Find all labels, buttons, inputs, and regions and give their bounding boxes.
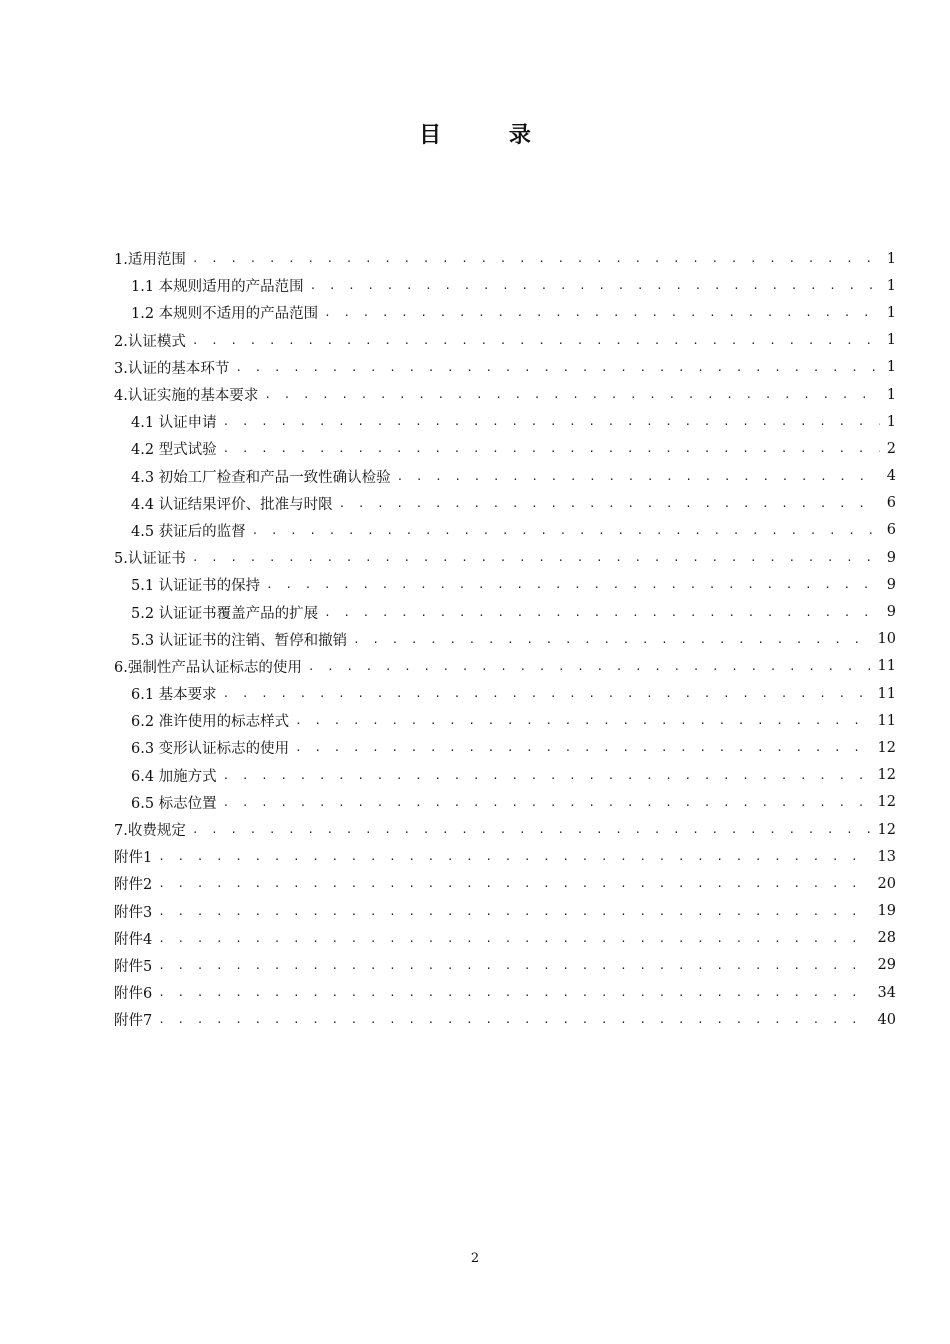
toc-entry-title: 附件4	[114, 931, 153, 948]
page-number: 2	[470, 1251, 480, 1266]
toc-entry[interactable]	[114, 762, 896, 789]
toc-entry-title: 3.认证的基本环节	[114, 360, 230, 377]
toc-entry-page: 10	[877, 631, 896, 648]
toc-entry-title: 4.5 获证后的监督	[131, 523, 246, 540]
toc-entry[interactable]	[114, 517, 896, 544]
toc-entry-page: 12	[877, 821, 896, 838]
table-of-contents	[114, 245, 896, 1033]
toc-entry-title: 5.认证证书	[114, 551, 186, 568]
toc-dot-leader	[223, 687, 872, 700]
toc-entry[interactable]	[114, 843, 896, 870]
toc-entry-page: 12	[877, 767, 896, 784]
toc-entry[interactable]	[114, 571, 896, 598]
toc-entry-title: 1.适用范围	[114, 252, 186, 269]
toc-dot-leader	[295, 714, 871, 727]
toc-entry-page: 40	[877, 1011, 896, 1028]
toc-entry[interactable]	[114, 626, 896, 653]
toc-entry-page: 28	[877, 930, 896, 947]
toc-entry-page: 34	[877, 984, 896, 1001]
toc-entry-title: 4.2 型式试验	[131, 442, 217, 459]
toc-entry[interactable]	[114, 490, 896, 517]
toc-dot-leader	[192, 334, 880, 347]
page-title: 目 录	[419, 122, 561, 148]
toc-entry[interactable]	[114, 544, 896, 571]
toc-dot-leader	[158, 905, 871, 918]
toc-entry[interactable]	[114, 952, 896, 979]
toc-dot-leader	[158, 877, 871, 890]
toc-dot-leader	[310, 279, 880, 292]
toc-entry[interactable]	[114, 870, 896, 897]
toc-entry[interactable]	[114, 598, 896, 625]
toc-entry-page: 1	[886, 277, 896, 294]
toc-entry-title: 6.3 变形认证标志的使用	[131, 741, 290, 758]
toc-entry-page: 1	[886, 304, 896, 321]
toc-entry-page: 11	[877, 712, 896, 729]
toc-entry-title: 7.收费规定	[114, 823, 186, 840]
toc-dot-leader	[235, 361, 880, 374]
toc-dot-leader	[158, 986, 871, 999]
toc-dot-leader	[158, 850, 871, 863]
toc-entry[interactable]	[114, 925, 896, 952]
toc-dot-leader	[223, 769, 872, 782]
toc-entry-page: 29	[877, 957, 896, 974]
toc-dot-leader	[192, 823, 872, 836]
toc-entry-title: 2.认证模式	[114, 333, 186, 350]
toc-entry[interactable]	[114, 816, 896, 843]
toc-entry-title: 1.1 本规则适用的产品范围	[131, 279, 304, 296]
toc-entry-page: 6	[886, 495, 896, 512]
toc-entry-title: 4.认证实施的基本要求	[114, 388, 259, 405]
toc-dot-leader	[252, 524, 880, 537]
toc-dot-leader	[308, 660, 872, 673]
toc-entry[interactable]	[114, 245, 896, 272]
toc-entry[interactable]	[114, 408, 896, 435]
toc-entry-page: 11	[877, 685, 896, 702]
toc-entry-page: 1	[886, 332, 896, 349]
toc-entry-title: 6.2 准许使用的标志样式	[131, 714, 290, 731]
toc-entry-title: 5.1 认证证书的保持	[131, 578, 261, 595]
toc-entry[interactable]	[114, 272, 896, 299]
toc-entry-page: 19	[877, 903, 896, 920]
toc-dot-leader	[158, 932, 871, 945]
toc-dot-leader	[158, 1013, 871, 1026]
toc-entry[interactable]	[114, 435, 896, 462]
toc-entry-page: 2	[886, 440, 896, 457]
toc-entry[interactable]	[114, 327, 896, 354]
toc-entry[interactable]	[114, 299, 896, 326]
toc-entry[interactable]	[114, 653, 896, 680]
toc-dot-leader	[295, 741, 871, 754]
toc-entry-title: 附件1	[114, 850, 153, 867]
toc-entry-title: 附件6	[114, 986, 153, 1003]
toc-entry-title: 1.2 本规则不适用的产品范围	[131, 306, 319, 323]
toc-entry[interactable]	[114, 789, 896, 816]
toc-entry-title: 4.3 初始工厂检查和产品一致性确认检验	[131, 469, 391, 486]
toc-entry-title: 5.2 认证证书覆盖产品的扩展	[131, 605, 319, 622]
toc-entry-page: 12	[877, 739, 896, 756]
toc-entry-page: 1	[886, 386, 896, 403]
toc-entry-title: 4.4 认证结果评价、批准与时限	[131, 496, 333, 513]
toc-entry-title: 附件5	[114, 958, 153, 975]
toc-dot-leader	[397, 470, 880, 483]
toc-dot-leader	[324, 306, 880, 319]
toc-entry-page: 9	[886, 604, 896, 621]
toc-entry-page: 9	[886, 549, 896, 566]
toc-dot-leader	[339, 497, 880, 510]
toc-entry-page: 9	[886, 576, 896, 593]
toc-entry-page: 4	[886, 468, 896, 485]
toc-entry-page: 6	[886, 522, 896, 539]
toc-entry[interactable]	[114, 734, 896, 761]
toc-entry-title: 6.强制性产品认证标志的使用	[114, 659, 302, 676]
toc-entry-title: 5.3 认证证书的注销、暂停和撤销	[131, 632, 348, 649]
toc-entry-title: 4.1 认证申请	[131, 415, 217, 432]
toc-entry-page: 1	[886, 413, 896, 430]
toc-entry[interactable]	[114, 1006, 896, 1033]
toc-entry-title: 6.1 基本要求	[131, 687, 217, 704]
toc-dot-leader	[266, 578, 880, 591]
toc-dot-leader	[158, 959, 871, 972]
toc-entry[interactable]	[114, 898, 896, 925]
toc-entry-page: 13	[877, 848, 896, 865]
toc-dot-leader	[324, 606, 880, 619]
toc-entry[interactable]	[114, 381, 896, 408]
toc-entry-title: 附件7	[114, 1013, 153, 1030]
toc-entry[interactable]	[114, 354, 896, 381]
toc-entry-page: 1	[886, 359, 896, 376]
toc-dot-leader	[192, 252, 880, 265]
toc-dot-leader	[223, 415, 880, 428]
toc-entry-page: 11	[877, 658, 896, 675]
toc-entry-page: 1	[886, 250, 896, 267]
toc-dot-leader	[223, 442, 880, 455]
toc-entry-page: 12	[877, 794, 896, 811]
toc-dot-leader	[192, 551, 880, 564]
toc-entry[interactable]	[114, 979, 896, 1006]
toc-entry-title: 附件3	[114, 904, 153, 921]
toc-entry-title: 附件2	[114, 877, 153, 894]
toc-entry-title: 6.4 加施方式	[131, 768, 217, 785]
toc-entry-title: 6.5 标志位置	[131, 795, 217, 812]
toc-dot-leader	[223, 796, 872, 809]
toc-entry[interactable]	[114, 707, 896, 734]
toc-entry[interactable]	[114, 680, 896, 707]
toc-dot-leader	[353, 633, 871, 646]
toc-entry[interactable]	[114, 463, 896, 490]
toc-dot-leader	[264, 388, 880, 401]
toc-entry-page: 20	[877, 875, 896, 892]
